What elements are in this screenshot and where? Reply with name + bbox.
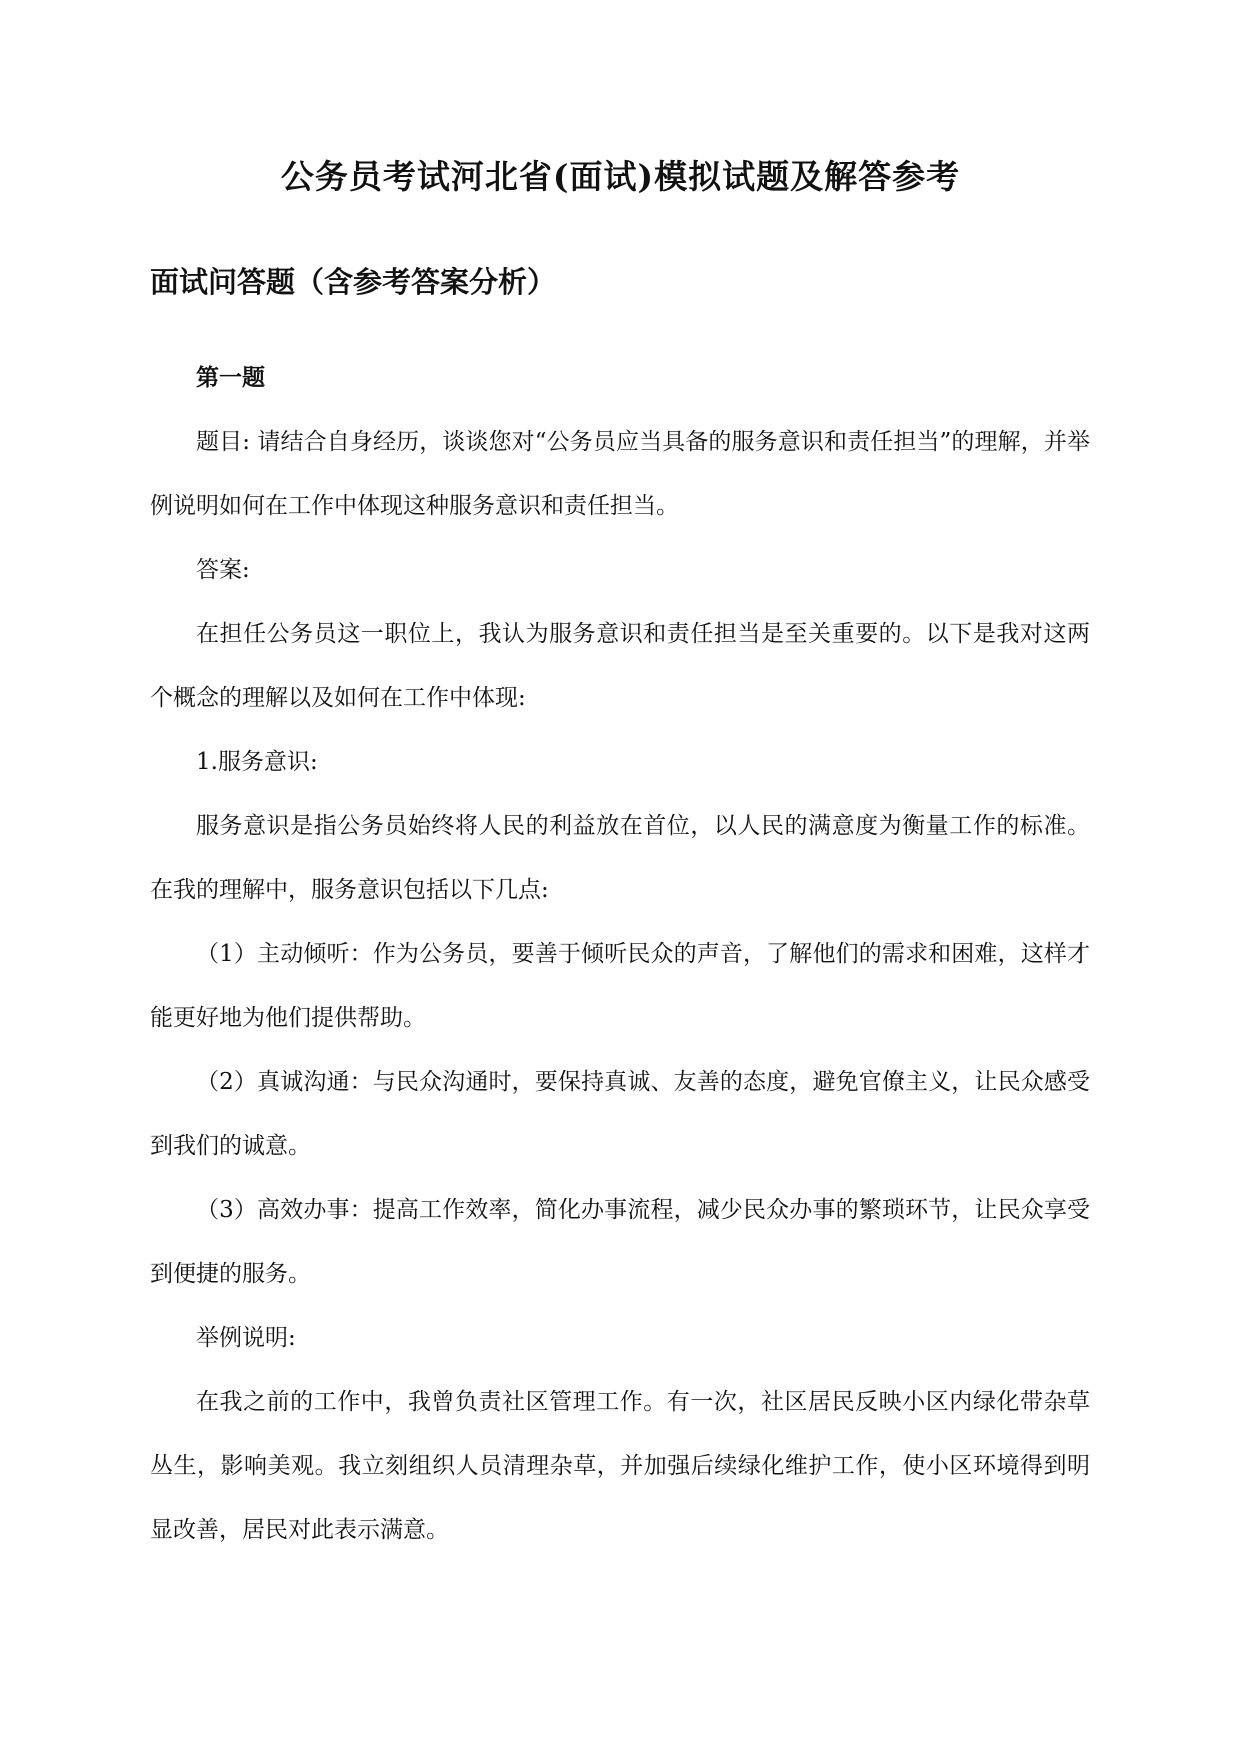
- point-active-listening: （1）主动倾听：作为公务员，要善于倾听民众的声音，了解他们的需求和困难，这样才能更好地为他们提供帮助。: [150, 941, 1090, 1031]
- question-prompt-paragraph: 题目: 请结合自身经历，谈谈您对“公务员应当具备的服务意识和责任担当”的理解，并举例说明如何在工作中体现这种服务意识和责任担当。: [150, 429, 1090, 519]
- document-title: 公务员考试河北省(面试)模拟试题及解答参考: [280, 157, 961, 196]
- example-label: 举例说明:: [196, 1325, 296, 1351]
- point-sincere-communication: （2）真诚沟通：与民众沟通时，要保持真诚、友善的态度，避免官僚主义，让民众感受到我们的诚意。: [150, 1069, 1090, 1159]
- service-awareness-heading: 1.服务意识:: [196, 749, 318, 775]
- point-efficient-work: （3）高效办事：提高工作效率，简化办事流程，减少民众办事的繁琐环节，让民众享受到便捷的服务。: [150, 1197, 1090, 1287]
- question-number: 第一题: [196, 364, 265, 391]
- example-paragraph: 在我之前的工作中，我曾负责社区管理工作。有一次，社区居民反映小区内绿化带杂草丛生，影响美观。我立刻组织人员清理杂草，并加强后续绿化维护工作，使小区环境得到明显改善，居民对此表示满意。: [150, 1389, 1090, 1543]
- answer-intro-paragraph: 在担任公务员这一职位上，我认为服务意识和责任担当是至关重要的。以下是我对这两个概念的理解以及如何在工作中体现:: [150, 621, 1090, 711]
- section-heading: 面试问答题（含参考答案分析）: [150, 265, 557, 299]
- answer-label: 答案:: [196, 557, 250, 583]
- document-body: [150, 346, 1090, 1562]
- service-awareness-definition: 服务意识是指公务员始终将人民的利益放在首位，以人民的满意度为衡量工作的标准。在我的理解中，服务意识包括以下几点:: [150, 813, 1090, 903]
